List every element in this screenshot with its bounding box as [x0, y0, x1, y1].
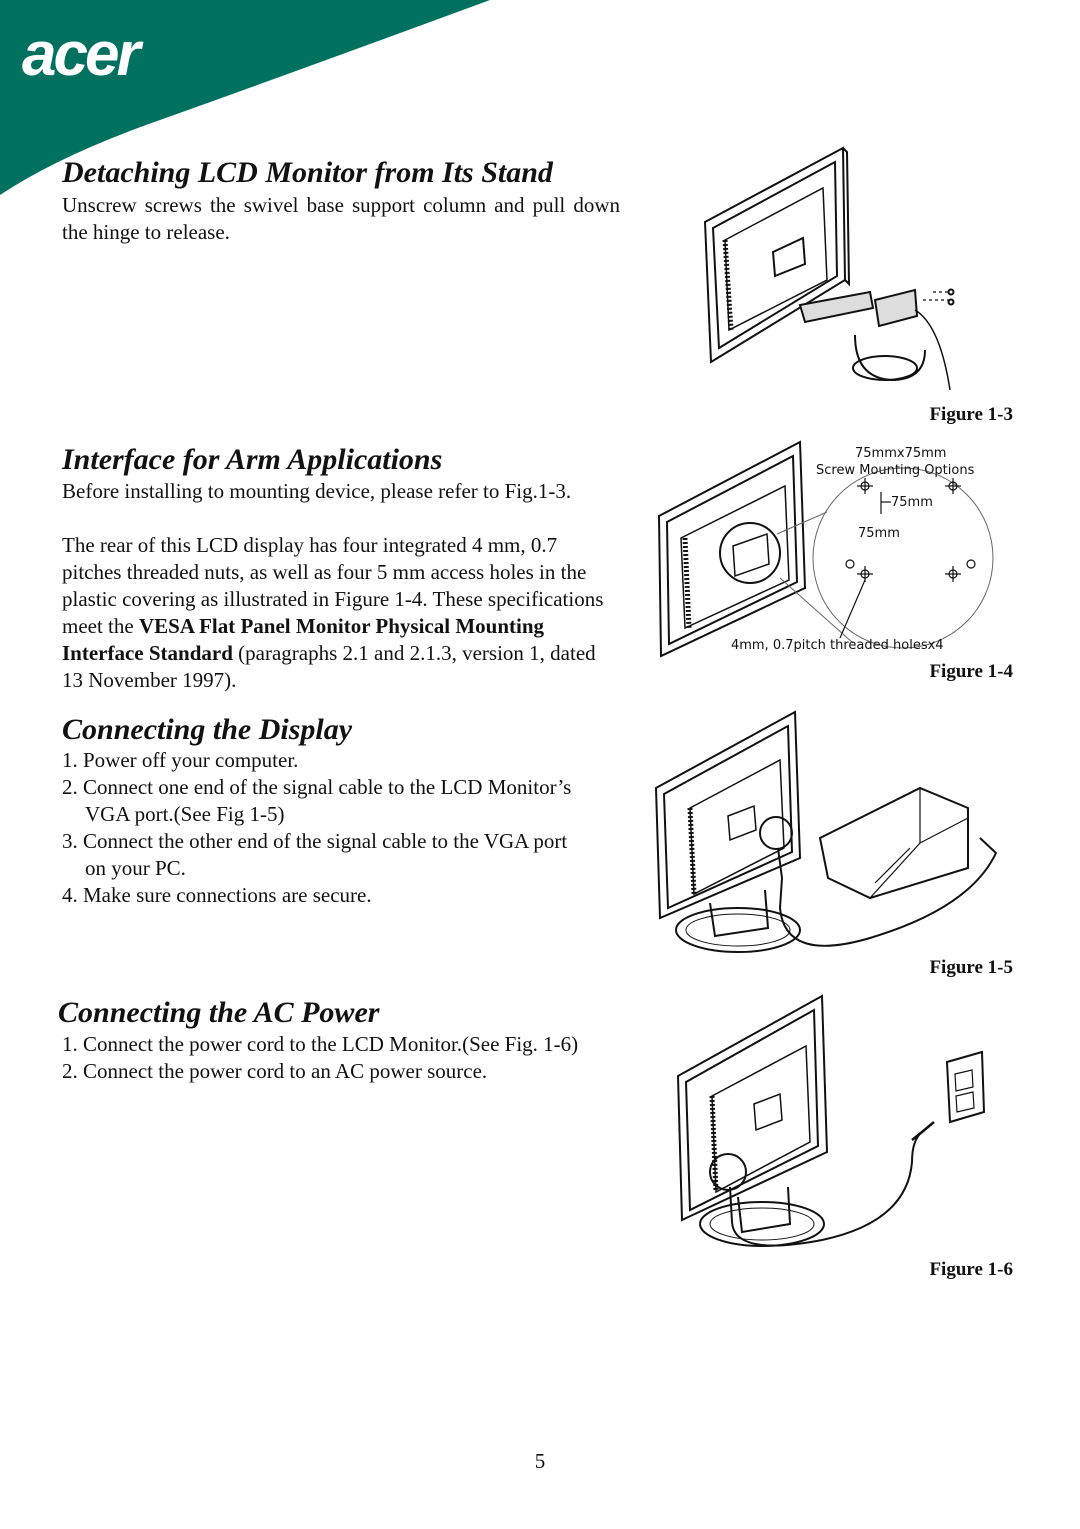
figure-1-6-image [672, 992, 1012, 1257]
figure-1-6-caption: Figure 1-6 [929, 1259, 1013, 1280]
display-steps [62, 747, 592, 909]
list-item: 1. Connect the power cord to the LCD Monitor.(See Fig. 1-6) [62, 1032, 579, 1056]
screw-options-label: Screw Mounting Options [816, 463, 975, 478]
page-number: 5 [534, 1449, 546, 1473]
arm-text-1: Before installing to mounting device, please refer to Fig.1-3. [62, 479, 572, 503]
section-title-display: Connecting the Display [62, 713, 353, 746]
power-steps [62, 1031, 607, 1085]
arm-text-2c: (paragraphs 2.1 and 2.1.3, version 1, dated 13 November 1997). [62, 641, 596, 692]
list-item: 4. Make sure connections are secure. [62, 883, 372, 907]
section-title-power: Connecting the AC Power [58, 996, 380, 1029]
arm-text-2 [62, 532, 614, 694]
figure-1-5-caption: Figure 1-5 [929, 957, 1013, 978]
figure-1-5-image [650, 708, 1005, 960]
height-75mm-label: 75mm [858, 526, 900, 541]
section-title-arm: Interface for Arm Applications [62, 443, 443, 476]
vesa-size-label: 75mmx75mm [855, 446, 947, 461]
threaded-holes-label: 4mm, 0.7pitch threaded holesx4 [731, 638, 944, 653]
figure-1-3-image [695, 140, 985, 405]
figure-1-4-caption: Figure 1-4 [929, 661, 1013, 682]
acer-logo: acer [22, 20, 138, 89]
list-item: 1. Power off your computer. [62, 748, 299, 772]
list-item: 2. Connect one end of the signal cable to the LCD Monitor’s VGA port.(See Fig 1-5) [62, 775, 572, 826]
section-title-detaching: Detaching LCD Monitor from Its Stand [62, 156, 553, 189]
figure-1-3-caption: Figure 1-3 [929, 404, 1013, 425]
figure-1-4-image [655, 438, 1005, 663]
list-item: 3. Connect the other end of the signal cable to the VGA port on your PC. [62, 829, 568, 880]
arm-text-2a: The rear of this LCD display has four integrated 4 mm, 0.7 pitches threaded nuts, as well as four 5 mm access holes in the plastic covering as illustrated in Figure 1-4. These specifications meet the [62, 533, 604, 638]
list-item: 2. Connect the power cord to an AC power source. [62, 1059, 488, 1083]
detaching-text: Unscrew screws the swivel base support column and pull down the hinge to release. [62, 193, 620, 244]
vesa-standard-name: VESA Flat Panel Monitor Physical Mounting Interface Standard [62, 614, 545, 665]
width-75mm-label: 75mm [891, 495, 933, 510]
